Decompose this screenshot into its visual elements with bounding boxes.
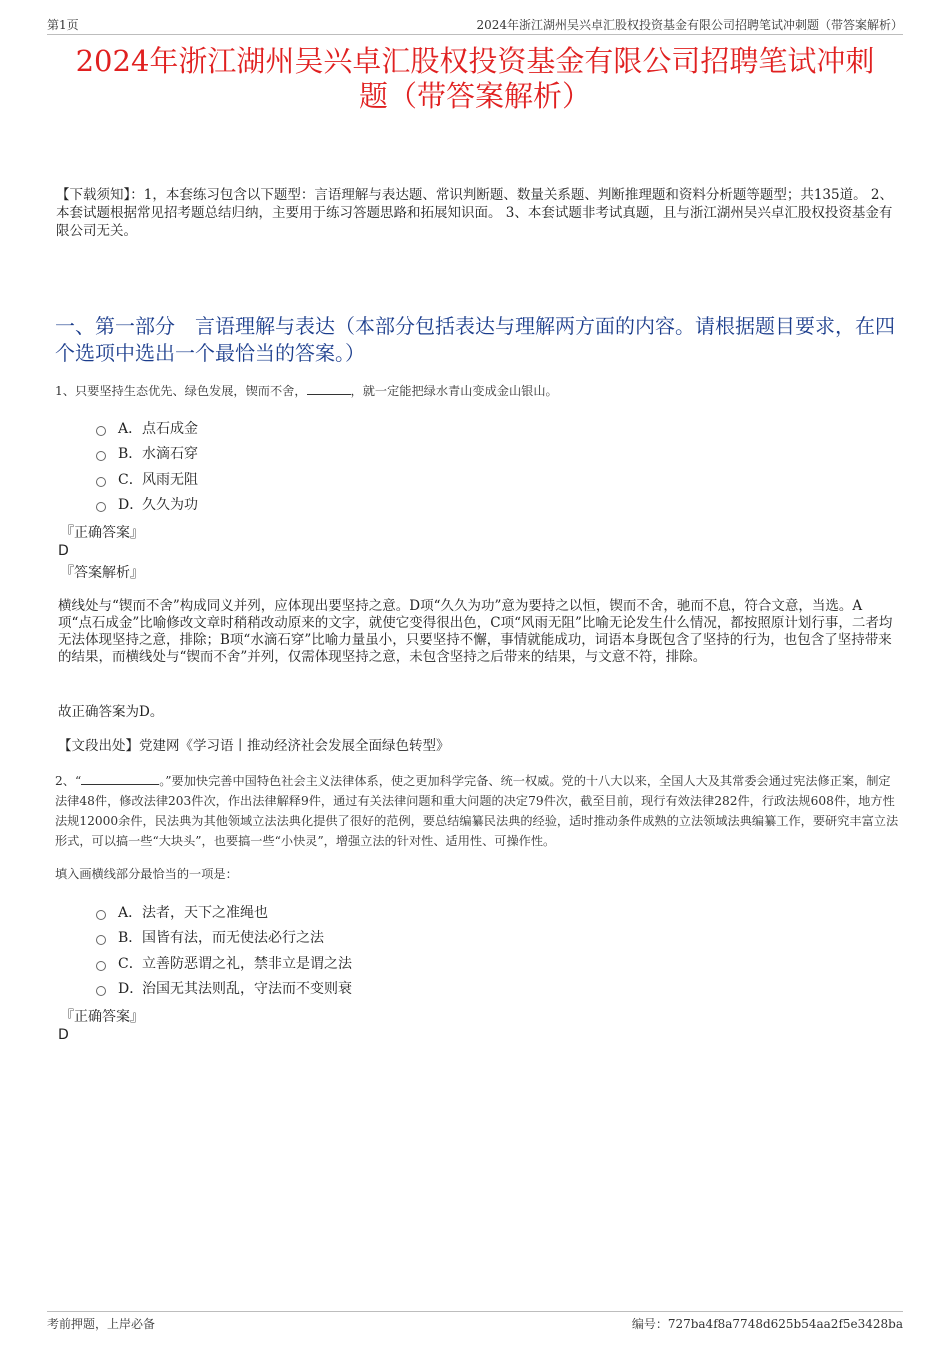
option-a[interactable]: A． 法者，天下之准绳也 <box>96 899 596 925</box>
footer-slogan: 考前押题，上岸必备 <box>47 1317 156 1331</box>
radio-icon[interactable] <box>96 451 106 461</box>
answer-analysis: 横线处与“锲而不舍”构成同义并列，应体现出要坚持之意。D项“久久为功”意为要持之以恒，锲而不舍，驰而不息，符合文意，当选。A项“点石成金”比喻修改文章时稍稍改动原来的文字，就使它变得很出色，C项“风雨无阻”比喻无论发生什么情况，都按照原计划行事，二者均无法体现坚持之意，排除；B项“水滴石穿”比喻力量虽小，只要坚持不懈，事情就能成功，词语本身既包含了坚持的行为，也包含了坚持带来的结果，而横线处与“锲而不舍”并列，仅需体现坚持之意，未包含坚持之后带来的结果，与文意不符，排除。 <box>58 598 893 665</box>
radio-icon[interactable] <box>96 961 106 971</box>
radio-icon[interactable] <box>96 986 106 996</box>
source-citation: 【文段出处】党建网《学习语丨推动经济社会发展全面绿色转型》 <box>58 738 450 754</box>
correct-answer: D <box>58 543 69 559</box>
answer-label: 『正确答案』 <box>60 1009 144 1025</box>
question-2-options <box>96 899 596 1001</box>
question-1-options <box>96 415 596 517</box>
analysis-label: 『答案解析』 <box>60 565 144 581</box>
document-title <box>40 44 910 114</box>
page-number: 第1页 <box>47 18 79 32</box>
question-2-prefix: 2、“ <box>55 774 82 788</box>
question-1-text-after: ，就一定能把绿水青山变成金山银山。 <box>350 384 558 398</box>
option-b[interactable]: B． 水滴石穿 <box>96 441 596 467</box>
question-2-text <box>55 771 900 851</box>
question-1-text <box>55 381 900 401</box>
radio-icon[interactable] <box>96 477 106 487</box>
section-heading: 一、第一部分 言语理解与表达（本部分包括表达与理解两方面的内容。请根据题目要求，在四个选项中选出一个最恰当的答案。） <box>55 314 895 365</box>
radio-icon[interactable] <box>96 910 106 920</box>
option-a[interactable]: A． 点石成金 <box>96 415 596 441</box>
answer-blank <box>81 772 159 785</box>
analysis-conclusion: 故正确答案为D。 <box>58 704 164 720</box>
title-line-1: 2024年浙江湖州吴兴卓汇股权投资基金有限公司招聘笔试冲刺 <box>75 44 875 78</box>
radio-icon[interactable] <box>96 502 106 512</box>
radio-icon[interactable] <box>96 935 106 945</box>
option-d[interactable]: D． 久久为功 <box>96 492 596 518</box>
page-footer <box>47 1311 903 1332</box>
radio-icon[interactable] <box>96 426 106 436</box>
header-doc-title: 2024年浙江湖州吴兴卓汇股权投资基金有限公司招聘笔试冲刺题（带答案解析） <box>476 18 903 32</box>
answer-blank <box>307 382 351 395</box>
option-d[interactable]: D． 治国无其法则乱，守法而不变则衰 <box>96 976 596 1002</box>
correct-answer: D <box>58 1027 69 1043</box>
question-2-prompt: 填入画横线部分最恰当的一项是： <box>55 867 238 881</box>
title-line-2: 题（带答案解析） <box>358 79 591 113</box>
answer-label: 『正确答案』 <box>60 525 144 541</box>
option-c[interactable]: C． 立善防恶谓之礼，禁非立是谓之法 <box>96 950 596 976</box>
option-c[interactable]: C． 风雨无阻 <box>96 466 596 492</box>
download-notice: 【下载须知】：1，本套练习包含以下题型：言语理解与表达题、常识判断题、数量关系题、判断推理题和资料分析题等题型；共135道。 2、本套试题根据常见招考题总结归纳，主要用于练习答题思路和拓展知识面。 3、本套试题非考试真题，且与浙江湖州吴兴卓汇股权投资基金有限公司无关。 <box>56 187 893 239</box>
document-id: 编号：727ba4f8a7748d625b54aa2f5e3428ba <box>631 1317 903 1331</box>
question-1-text-before: 1、只要坚持生态优先、绿色发展，锲而不舍， <box>55 384 307 398</box>
question-2-body: 。”要加快完善中国特色社会主义法律体系，使之更加科学完备、统一权威。党的十八大以来，全国人大及其常委会通过宪法修正案，制定法律48件，修改法律203件次，作出法律解释9件，通过有关法律问题和重大问题的决定79件次，截至目前，现行有效法律282件，行政法规608件，地方性法规12000余件，民法典为其他领域立法法典化提供了很好的范例，要总结编纂民法典的经验，适时推动条件成熟的立法领域法典编纂工作，要研究丰富立法形式，可以搞一些“大块头”，也要搞一些“小快灵”，增强立法的针对性、适用性、可操作性。 <box>55 774 899 848</box>
page-header <box>47 14 903 35</box>
option-b[interactable]: B． 国皆有法，而无使法必行之法 <box>96 925 596 951</box>
